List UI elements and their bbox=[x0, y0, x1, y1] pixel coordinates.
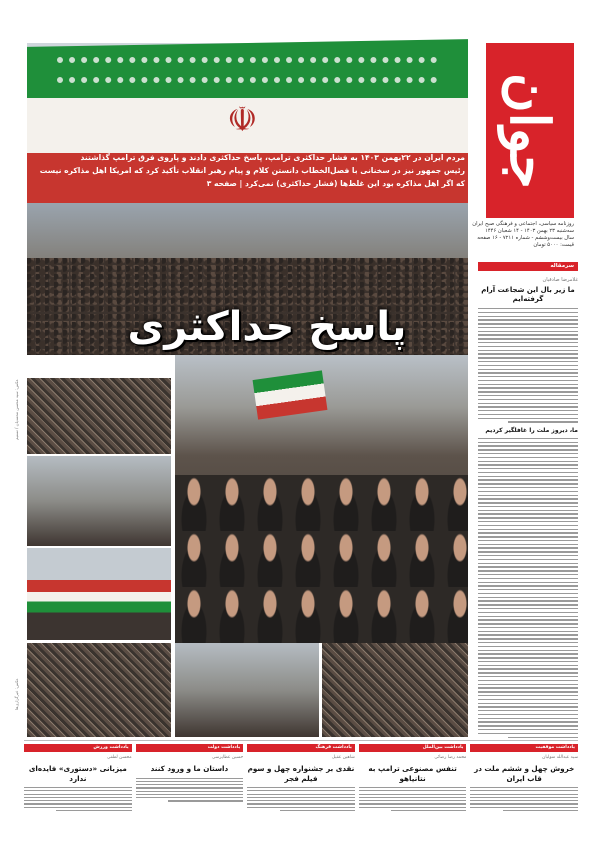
bottom-note bbox=[24, 744, 132, 844]
masthead-name: جوان bbox=[498, 72, 562, 189]
editorial-body-2 bbox=[478, 438, 578, 738]
bottom-note-title[interactable]: خروش چهل و ششم ملت در قاب ایران bbox=[474, 764, 575, 783]
editorial-subhead: ما، دیروز ملت را غافلگیر کردیم bbox=[485, 426, 578, 434]
main-headline[interactable]: پاسخ حداکثری bbox=[127, 304, 407, 350]
bottom-note bbox=[470, 744, 578, 844]
bottom-note-tag: یادداشت دولت bbox=[136, 744, 244, 752]
editorial-body bbox=[478, 308, 578, 423]
bottom-note-writer: حسین عطاپرسی bbox=[211, 755, 244, 760]
masthead-logo bbox=[486, 43, 574, 218]
main-photo-officials bbox=[175, 355, 468, 643]
collage-photo-aerial bbox=[27, 456, 171, 546]
flag-banner-image bbox=[27, 43, 468, 218]
bottom-divider bbox=[24, 740, 578, 741]
bottom-note-title[interactable]: داستان ما و ورود کنند bbox=[150, 764, 229, 773]
masthead-date: سه‌شنبه ۲۳ بهمن ۱۴۰۳ - ۱۴ شعبان ۱۴۴۶ bbox=[485, 228, 574, 234]
flag-emblem-icon: ☫ bbox=[227, 100, 258, 140]
bottom-note-writer: شاهین عقیل bbox=[331, 755, 355, 760]
editorial-column bbox=[478, 262, 578, 740]
masthead-info bbox=[472, 221, 574, 249]
officials-crowd-image bbox=[175, 475, 468, 643]
bottom-note-writer: محمد رضا رضائی bbox=[434, 755, 467, 760]
hero-lead-line: که اگر اهل مذاکره بود این غلط‌ها (فشار حداکثری) نمی‌کرد | صفحه ۳ bbox=[206, 179, 465, 188]
collage-photo-crowd bbox=[27, 378, 171, 454]
bottom-note bbox=[247, 744, 355, 844]
bottom-note-title[interactable]: تنفس مصنوعی ترامپ به نتانیاهو bbox=[368, 764, 457, 783]
bottom-note-tag: یادداشت فرهنگ bbox=[247, 744, 355, 752]
editorial-headline[interactable]: ما زیر بال این شجاعت آرام گرفته‌ایم bbox=[481, 286, 575, 303]
photo-credit-collage: عکس: خبرگزاری‌ها bbox=[14, 678, 19, 710]
collage-photo-march bbox=[27, 643, 171, 737]
bottom-notes-row bbox=[24, 744, 578, 844]
bottom-note-writer: سید عبدالله متولیان bbox=[542, 755, 578, 760]
collage-photo-students bbox=[322, 643, 468, 737]
bottom-note-tag: یادداشت موفقیت bbox=[470, 744, 578, 752]
bottom-note-tag: یادداشت ورزش bbox=[24, 744, 132, 752]
hero-photo bbox=[27, 43, 468, 355]
photo-credit: عکس: سید محسن محمدیان / تسنیم bbox=[14, 379, 19, 440]
masthead-price: قیمت: ۵۰۰۰ تومان bbox=[533, 242, 574, 248]
collage-photo-flags bbox=[27, 548, 171, 640]
bottom-note-title[interactable]: میزبانی «دستوری» فایده‌ای ندارد bbox=[28, 764, 127, 783]
waving-flag-icon bbox=[253, 370, 328, 419]
bottom-note-tag: یادداشت بین‌الملل bbox=[359, 744, 467, 752]
collage-photo-children bbox=[175, 643, 319, 737]
masthead-tagline: روزنامه سیاسی، اجتماعی و فرهنگی صبح ایران bbox=[472, 221, 574, 227]
masthead-issue: سال بیست‌وششم - شماره ۷۲۱۱ - ۱۶ صفحه bbox=[477, 235, 574, 241]
bottom-note-title[interactable]: نقدی بر جشنواره چهل و سوم فیلم فجر bbox=[247, 764, 355, 783]
hero-lead-line: رئیس جمهور نیز در سخنانی با فصل‌الخطاب دانستن کلام و پیام رهبر انقلاب تأکید کرد که امریکا اهل مذاکره نیست bbox=[39, 166, 465, 175]
bottom-note bbox=[136, 744, 244, 844]
editorial-author: غلامرضا صادقیان bbox=[542, 277, 578, 283]
hero-lead-text bbox=[35, 151, 465, 190]
hero-lead-line: مردم ایران در ۲۲بهمن ۱۴۰۳ به فشار حداکثری ترامپ، پاسخ حداکثری دادند و پاروی فرق ترامپ گذاشتند bbox=[80, 153, 465, 162]
bottom-note-writer: محسن لطفی bbox=[106, 755, 132, 760]
editorial-section-label: سرمقاله bbox=[478, 262, 578, 271]
bottom-note bbox=[359, 744, 467, 844]
